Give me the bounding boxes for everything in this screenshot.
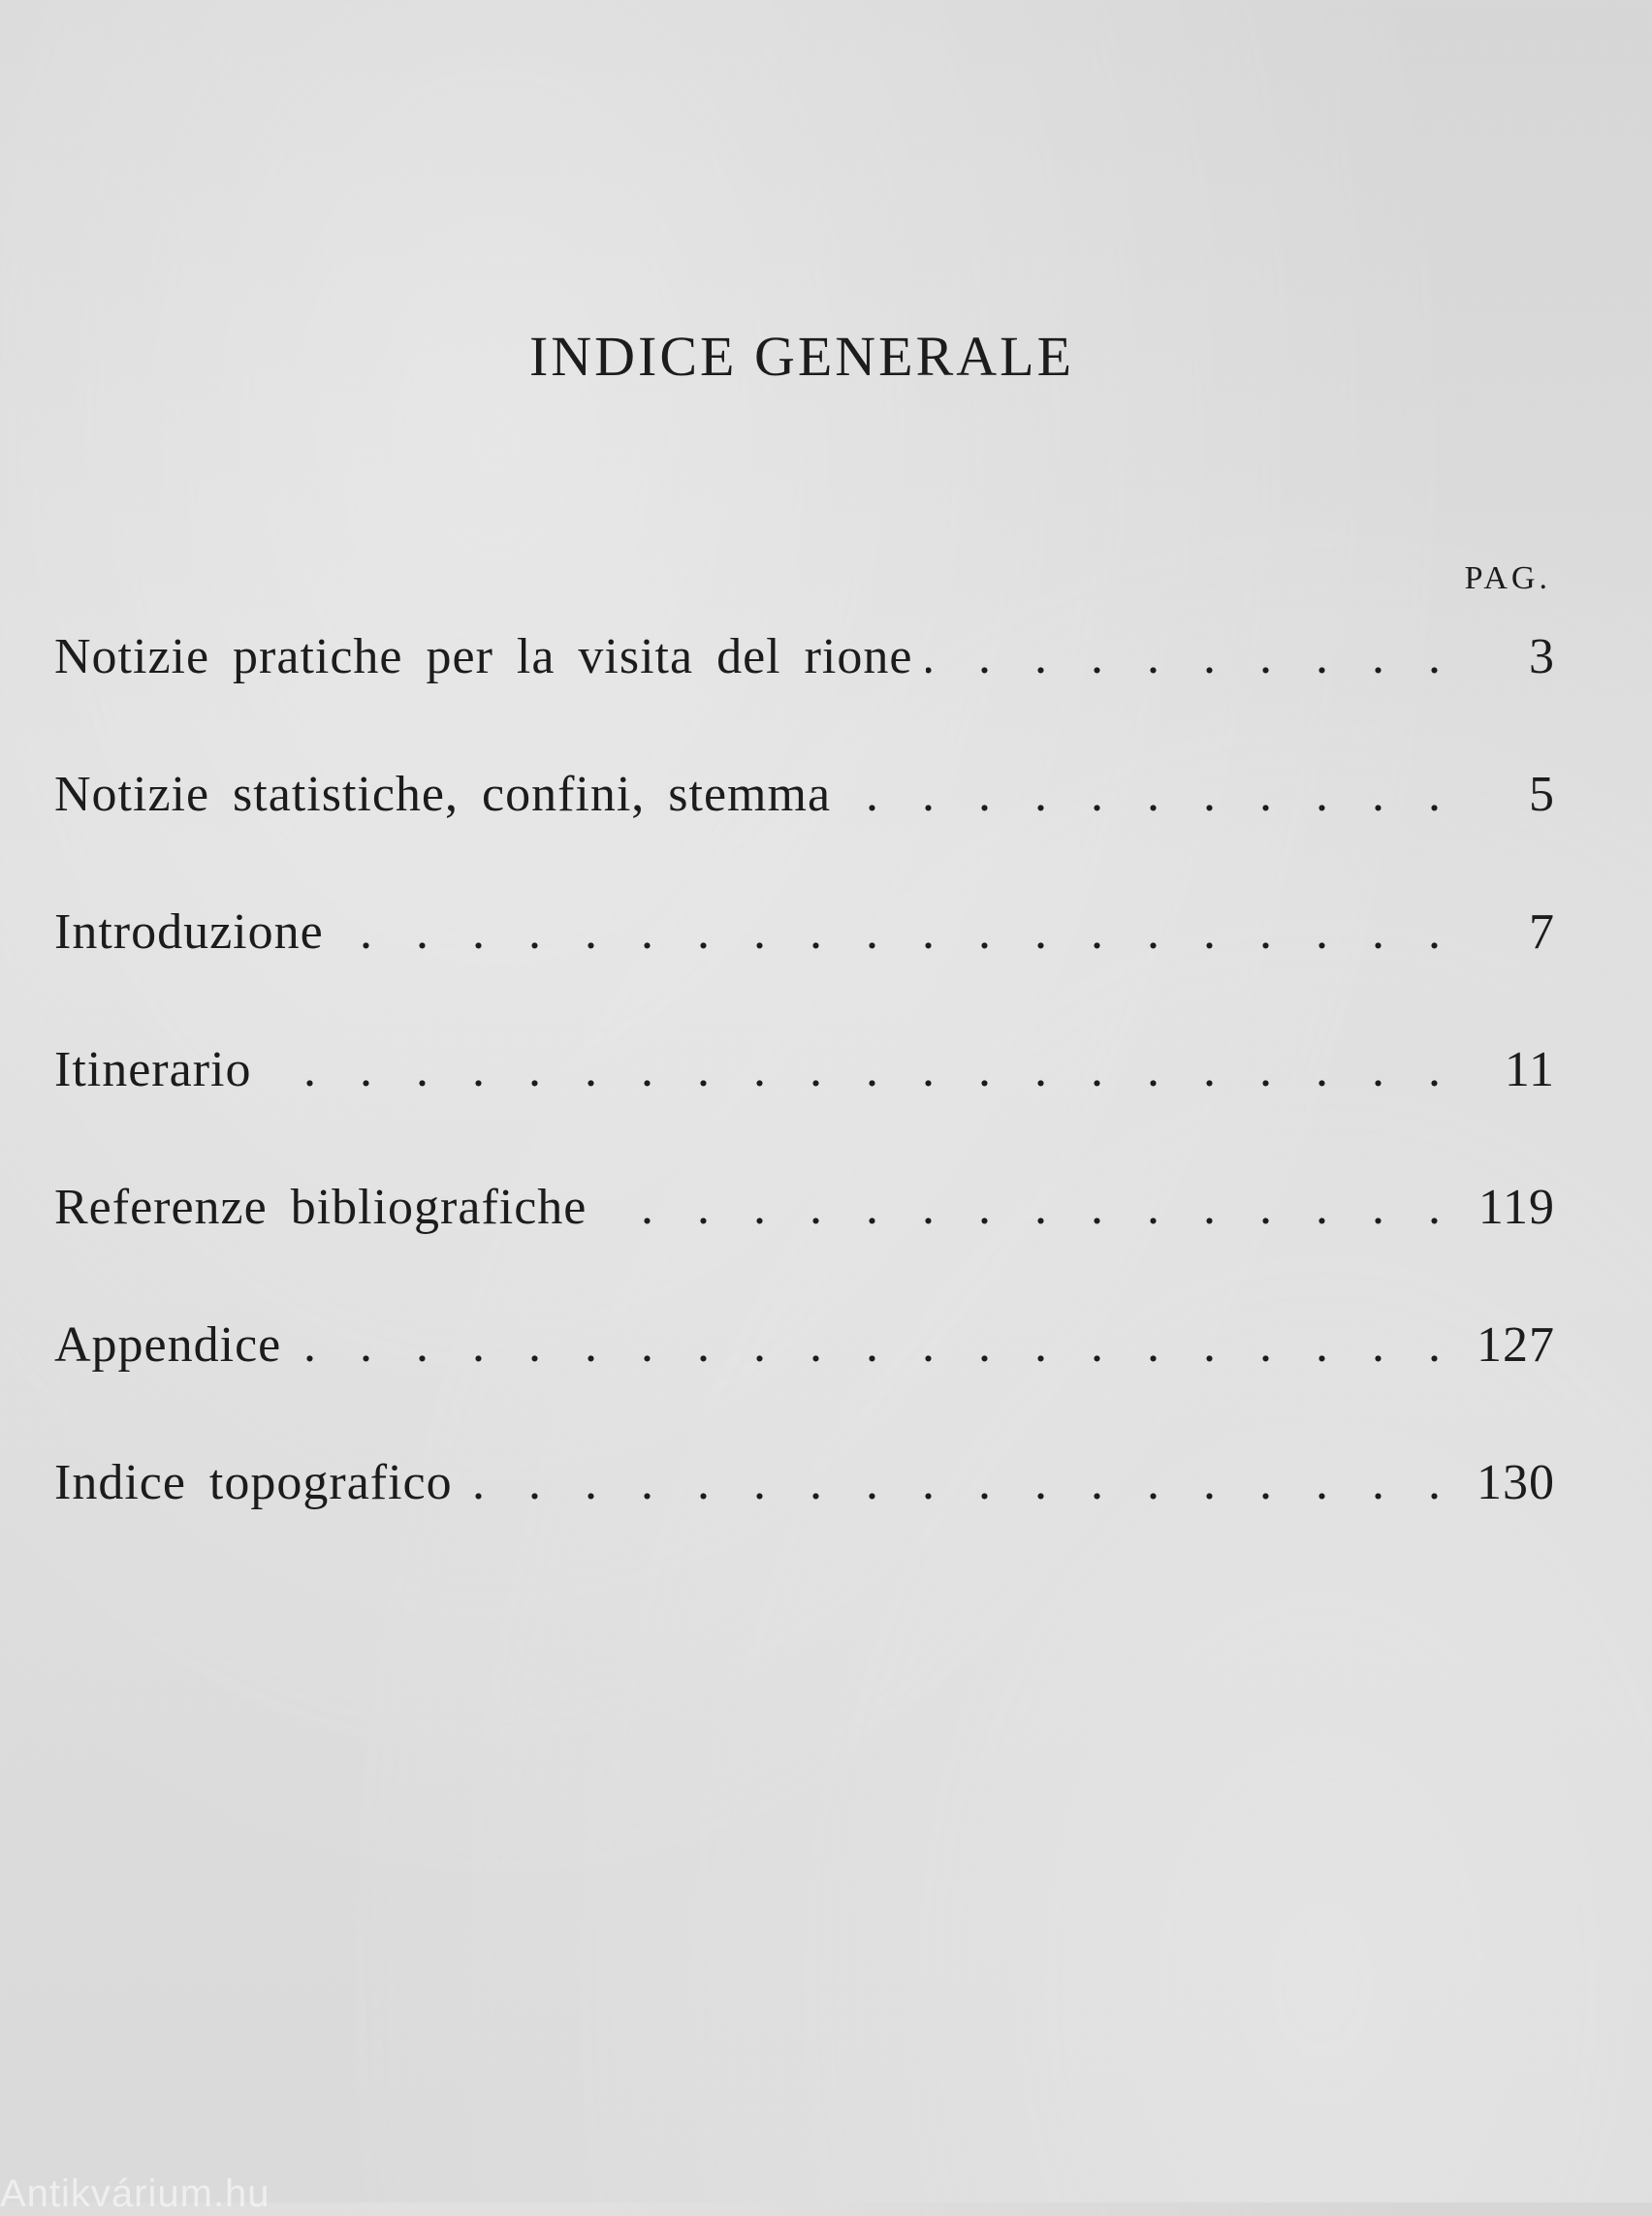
toc-entry-page: 7 [1529,904,1555,960]
toc-entry-title: Indice topografico [54,1455,453,1510]
toc-entry-page: 127 [1477,1317,1555,1373]
toc-entry [54,1179,1555,1316]
dot-leader [295,1316,1441,1374]
toc-entry-title: Appendice [54,1317,282,1373]
toc-entry [54,903,1555,1041]
toc-entry-title: Introduzione [54,904,324,960]
toc-entry-title: Itinerario [54,1042,252,1097]
watermark: Antikvárium.hu [0,2172,270,2215]
dot-leader [600,1179,1441,1236]
toc-entry [54,766,1555,903]
toc-entry [54,1316,1555,1454]
toc-entry [54,1041,1555,1179]
toc-entry-title: Notizie pratiche per la visita del rione [54,629,913,684]
toc-entry [54,628,1555,766]
toc-entry-page: 130 [1477,1455,1555,1510]
toc-entry-page: 3 [1529,629,1555,684]
toc-entry [54,1454,1555,1592]
dot-leader [466,1454,1441,1511]
toc-entry-page: 5 [1529,767,1555,822]
dot-leader [844,766,1441,823]
toc-entry-page: 11 [1504,1042,1555,1097]
dot-leader [337,903,1441,961]
table-of-contents [54,628,1555,1592]
toc-entry-title: Notizie statistiche, confini, stemma [54,767,832,822]
toc-entry-page: 119 [1477,1180,1555,1235]
dot-leader [265,1041,1441,1098]
toc-entry-title: Referenze bibliografiche [54,1180,588,1235]
page-title: INDICE GENERALE [528,325,1075,388]
page-column-label: PAG. [1464,560,1551,596]
dot-leader [926,628,1441,685]
